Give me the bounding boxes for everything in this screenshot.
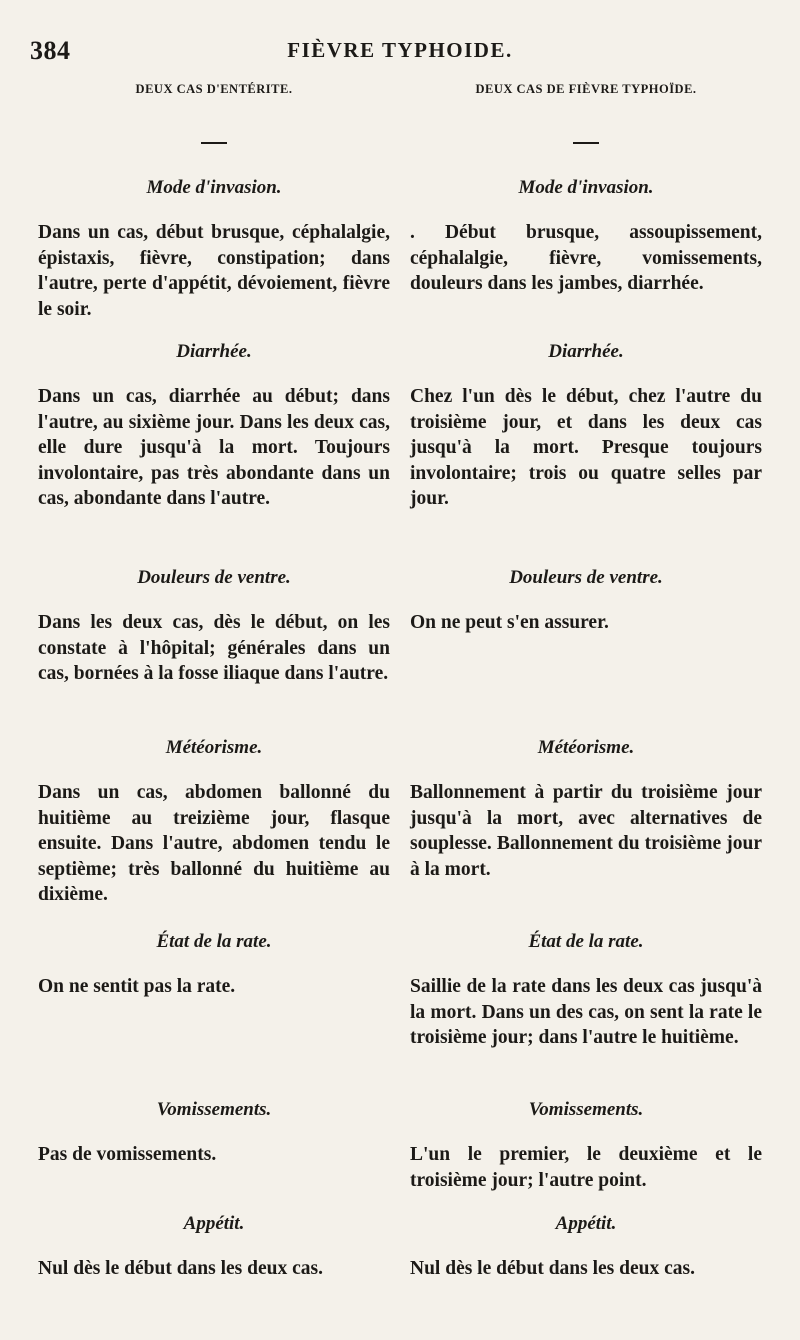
section-title: Vomissements. [528,1099,644,1120]
right-column-heading: DEUX CAS DE FIÈVRE TYPHOÏDE. [475,82,697,96]
left-section-mode-invasion [38,176,390,322]
section-text: . Début brusque, assoupissement, céphalalgie, fièvre, vomissements, douleurs dans les jambes, diarrhée. [410,222,762,295]
right-section-rate [410,930,762,1051]
section-text: Dans un cas, abdomen ballonné du huitième au treizième jour, flasque ensuite. Dans l'autre, abdomen tendu le septième; très ballonné du huitième au dixième. [38,782,390,906]
left-section-appetit [38,1212,390,1282]
left-column-rule [201,142,227,144]
section-title: Mode d'invasion. [146,177,282,198]
right-column-rule [573,142,599,144]
left-column-heading: DEUX CAS D'ENTÉRITE. [135,82,293,96]
section-title: Appétit. [555,1213,617,1234]
left-column [38,82,390,1279]
section-text: Ballonnement à partir du troisième jour jusqu'à la mort, avec alternatives de souplesse. Ballonnement du troisième jour à la mort. [410,782,762,880]
section-title: Mode d'invasion. [518,177,654,198]
right-section-vomissements [410,1098,762,1193]
section-text: Saillie de la rate dans les deux cas jusqu'à la mort. Dans un des cas, on sent la rate le troisième jour; dans l'autre le huitième. [410,976,762,1049]
section-title: Vomissements. [156,1099,272,1120]
left-section-meteorisme [38,736,390,908]
section-text: L'un le premier, le deuxième et le troisième jour; l'autre point. [410,1144,762,1191]
section-text: On ne sentit pas la rate. [38,976,236,997]
section-title: État de la rate. [156,931,272,952]
section-title: Météorisme. [165,737,263,758]
left-section-vomissements [38,1098,390,1168]
right-section-meteorisme [410,736,762,882]
section-title: État de la rate. [528,931,644,952]
section-text: On ne peut s'en assurer. [410,612,609,633]
left-section-douleurs [38,566,390,687]
right-section-diarrhee [410,340,762,512]
running-head [30,36,770,66]
right-section-mode-invasion [410,176,762,297]
left-section-rate [38,930,390,1000]
page-number: 384 [30,36,71,65]
section-text: Dans les deux cas, dès le début, on les constate à l'hôpital; générales dans un cas, bornées à la fosse iliaque dans l'autre. [38,612,390,685]
right-section-douleurs [410,566,762,636]
right-section-appetit [410,1212,762,1282]
page-title: FIÈVRE TYPHOIDE. [287,38,513,62]
section-text: Nul dès le début dans les deux cas. [38,1258,323,1279]
section-text: Nul dès le début dans les deux cas. [410,1258,695,1279]
section-title: Diarrhée. [176,341,252,362]
section-title: Diarrhée. [548,341,624,362]
section-text: Dans un cas, diarrhée au début; dans l'autre, au sixième jour. Dans les deux cas, elle dure jusqu'à la mort. Toujours involontaire, pas très abondante dans un cas, abondante dans l'autre. [38,386,390,510]
section-title: Douleurs de ventre. [137,567,291,588]
section-title: Appétit. [183,1213,245,1234]
right-column [410,82,762,1279]
section-title: Douleurs de ventre. [509,567,663,588]
section-text: Chez l'un dès le début, chez l'autre du troisième jour, et dans les deux cas jusqu'à la mort. Presque toujours involontaire; trois ou quatre selles par jour. [410,386,762,510]
section-title: Météorisme. [537,737,635,758]
section-text: Pas de vomissements. [38,1144,217,1165]
section-text: Dans un cas, début brusque, céphalalgie, épistaxis, fièvre, constipation; dans l'autre, perte d'appétit, dévoiement, fièvre le soir. [38,222,390,320]
left-section-diarrhee [38,340,390,512]
